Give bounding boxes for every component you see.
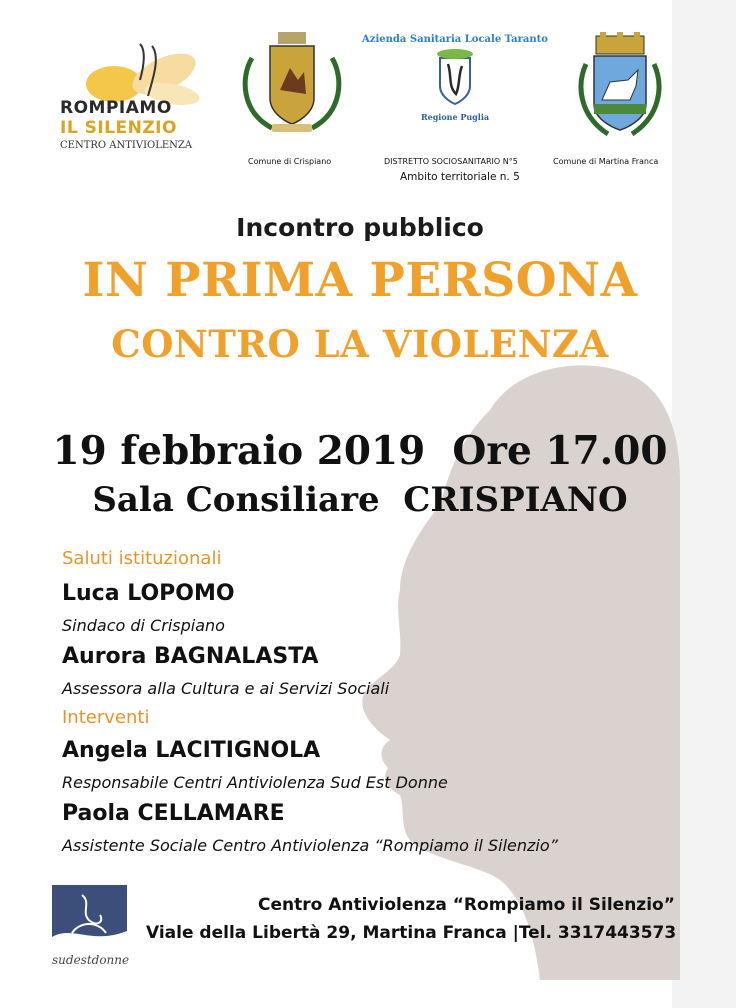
crispiano-caption: Comune di Crispiano xyxy=(248,157,332,166)
sudestdonne-label: sudestdonne xyxy=(52,953,130,967)
footer-address: Viale della Libertà 29, Martina Franca |Tel. 3317443573 xyxy=(146,923,677,943)
logo-line-centro: CENTRO ANTIVIOLENZA xyxy=(60,140,193,151)
speaker-role: Sindaco di Crispiano xyxy=(62,616,225,635)
martina-franca-crest-icon xyxy=(572,30,668,142)
speaker-name: Angela LACITIGNOLA xyxy=(62,738,321,763)
event-venue: Sala Consiliare CRISPIANO xyxy=(92,480,628,520)
asl-seal-icon xyxy=(362,20,548,138)
kicker: Incontro pubblico xyxy=(236,213,484,242)
logo-line-rompiamo: ROMPIAMO xyxy=(60,98,172,118)
title-line-1: IN PRIMA PERSONA xyxy=(82,253,638,308)
title-line-2: CONTRO LA VIOLENZA xyxy=(111,322,609,366)
footer-centro: Centro Antiviolenza “Rompiamo il Silenzio” xyxy=(258,895,675,915)
speaker-name: Paola CELLAMARE xyxy=(62,801,285,826)
distretto-caption: DISTRETTO SOCIOSANITARIO N°5 xyxy=(384,157,518,166)
speaker-role: Assistente Sociale Centro Antiviolenza “Rompiamo il Silenzio” xyxy=(62,836,558,855)
speaker-name: Aurora BAGNALASTA xyxy=(62,644,319,669)
crispiano-crest-icon xyxy=(232,28,352,140)
section-interventi: Interventi xyxy=(62,707,150,728)
logo-line-il-silenzio: IL SILENZIO xyxy=(60,118,177,138)
svg-text:Azienda Sanitaria Locale Taran: Azienda Sanitaria Locale Taranto xyxy=(362,34,548,45)
ambito-territoriale: Ambito territoriale n. 5 xyxy=(400,171,520,183)
martina-franca-caption: Comune di Martina Franca xyxy=(553,157,659,166)
rompiamo-il-silenzio-logo xyxy=(54,36,214,161)
sudestdonne-logo-icon xyxy=(52,885,127,955)
section-saluti: Saluti istituzionali xyxy=(62,548,222,569)
svg-text:Regione Puglia: Regione Puglia xyxy=(420,112,490,122)
speaker-role: Assessora alla Cultura e ai Servizi Sociali xyxy=(62,679,390,698)
speaker-name: Luca LOPOMO xyxy=(62,581,235,606)
speaker-role: Responsabile Centri Antiviolenza Sud Est Donne xyxy=(62,773,448,792)
butterfly-logo-icon xyxy=(54,36,214,106)
event-date-time: 19 febbraio 2019 Ore 17.00 xyxy=(52,428,668,474)
